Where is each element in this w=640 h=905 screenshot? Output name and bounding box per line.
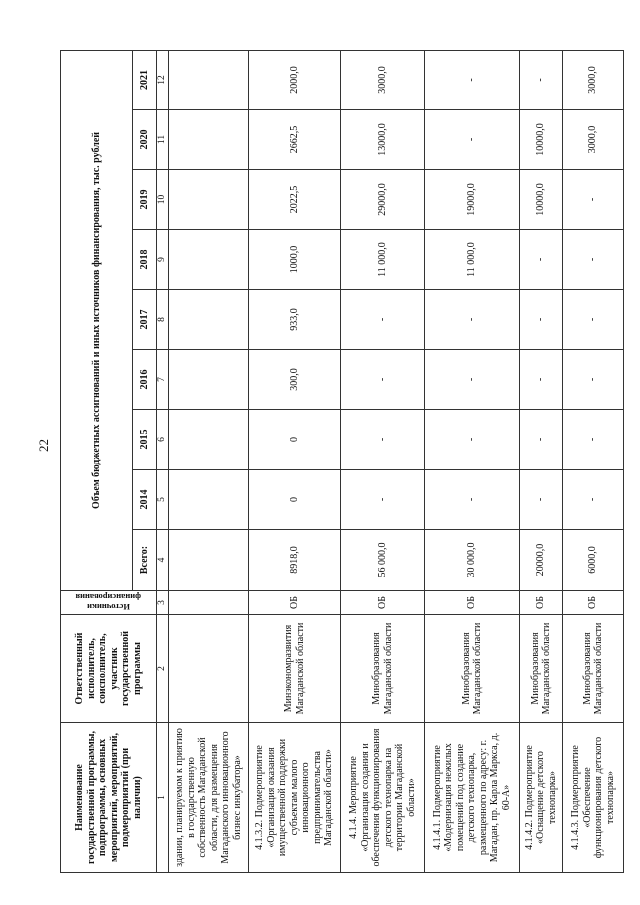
row-name: 4.1.4. Мероприятие «Организация создания и обеспечения функционирования детского технопарка на территории Магаданской области» [341, 723, 425, 873]
row-value [169, 290, 249, 350]
row-value: - [563, 290, 624, 350]
table-row [425, 50, 520, 872]
row-value: 933,0 [249, 290, 341, 350]
row-value: - [341, 470, 425, 530]
row-value: - [341, 290, 425, 350]
table-row [520, 50, 563, 872]
row-value: 11 000,0 [425, 230, 520, 290]
header-year: 2016 [133, 350, 157, 410]
row-value: - [563, 230, 624, 290]
row-total: 20000,0 [520, 530, 563, 591]
row-value: - [341, 410, 425, 470]
financing-table [60, 50, 624, 873]
row-value [169, 50, 249, 109]
row-source: ОБ [249, 591, 341, 615]
row-value: - [425, 350, 520, 410]
row-value: - [520, 470, 563, 530]
row-source: ОБ [341, 591, 425, 615]
row-total: 6000,0 [563, 530, 624, 591]
row-value: - [563, 470, 624, 530]
header-source [61, 591, 157, 615]
column-number: 12 [157, 50, 169, 109]
row-name: 4.1.4.1. Подмероприятие «Модернизация нежилых помещений под создание детского технопарка, размещенного по адресу: г. Магадан, пр. Карла Маркса, д. 60-А» [425, 723, 520, 873]
row-responsible: Минэкономразвития Магаданской области [249, 615, 341, 723]
row-value: - [425, 290, 520, 350]
table-row [563, 50, 624, 872]
header-year: 2015 [133, 410, 157, 470]
row-total [169, 530, 249, 591]
row-value [169, 410, 249, 470]
row-value [169, 350, 249, 410]
table-row [169, 50, 249, 872]
row-value [169, 230, 249, 290]
row-source [169, 591, 249, 615]
row-value: 3000,0 [563, 110, 624, 170]
row-responsible [169, 615, 249, 723]
row-value: - [425, 470, 520, 530]
row-value: - [520, 230, 563, 290]
header-year: 2019 [133, 170, 157, 230]
row-value: - [520, 50, 563, 109]
row-value: - [563, 170, 624, 230]
column-number: 3 [157, 591, 169, 615]
header-total: Всего: [133, 530, 157, 591]
row-value [169, 110, 249, 170]
column-number: 9 [157, 230, 169, 290]
row-value: 3000,0 [341, 50, 425, 109]
column-number: 11 [157, 110, 169, 170]
row-source: ОБ [520, 591, 563, 615]
row-total: 8918,0 [249, 530, 341, 591]
header-year: 2018 [133, 230, 157, 290]
column-number: 4 [157, 530, 169, 591]
header-year: 2020 [133, 110, 157, 170]
row-responsible: Минобразования Магаданской области [425, 615, 520, 723]
header-name: Наименование государственной программы, подпрограммы, основных мероприятий, мероприятий, подмероприятий (при наличии) [61, 723, 157, 873]
row-value: 2000,0 [249, 50, 341, 109]
column-number: 10 [157, 170, 169, 230]
column-number: 2 [157, 615, 169, 723]
row-value: 3000,0 [563, 50, 624, 109]
row-name: 4.1.4.3. Подмероприятие «Обеспечение функционирования детского технопарка» [563, 723, 624, 873]
row-value: 19000,0 [425, 170, 520, 230]
header-volume: Объем бюджетных ассигнований и иных источников финансирования, тыс. рублей [61, 50, 133, 590]
row-source: ОБ [425, 591, 520, 615]
table-row [249, 50, 341, 872]
header-year: 2021 [133, 50, 157, 109]
row-value: - [425, 410, 520, 470]
row-value: - [425, 50, 520, 109]
header-source-text: Источники финансирования [75, 592, 142, 612]
row-responsible: Минобразования Магаданской области [341, 615, 425, 723]
row-source: ОБ [563, 591, 624, 615]
column-number: 5 [157, 470, 169, 530]
row-value: 0 [249, 410, 341, 470]
row-value: - [520, 290, 563, 350]
row-value: 10000,0 [520, 170, 563, 230]
row-name: здании, планируемом к приятию в государственную собственность Магаданской области, для размещения Магаданского инновационного бизнес инкубатора» [169, 723, 249, 873]
row-value: 1000,0 [249, 230, 341, 290]
column-number: 7 [157, 350, 169, 410]
row-name: 4.1.3.2. Подмероприятие «Организация оказания имущественной поддержки субъектам малого инновационного предпринимательства Магаданской области» [249, 723, 341, 873]
row-value: 300,0 [249, 350, 341, 410]
row-total: 30 000,0 [425, 530, 520, 591]
row-name: 4.1.4.2. Подмероприятие «Оснащение детского технопарка» [520, 723, 563, 873]
row-value: 13000,0 [341, 110, 425, 170]
row-value: - [520, 350, 563, 410]
row-value: 29000,0 [341, 170, 425, 230]
row-total: 56 000,0 [341, 530, 425, 591]
column-number: 6 [157, 410, 169, 470]
column-number: 8 [157, 290, 169, 350]
row-value: 2022,5 [249, 170, 341, 230]
header-responsible: Ответственный исполнитель, соисполнитель, участник государственной программы [61, 615, 157, 723]
row-responsible: Минобразования Магаданской области [563, 615, 624, 723]
column-number: 1 [157, 723, 169, 873]
row-value [169, 170, 249, 230]
row-value: 0 [249, 470, 341, 530]
page-number: 22 [36, 439, 51, 452]
row-value: - [520, 410, 563, 470]
row-value: - [563, 350, 624, 410]
row-value: - [341, 350, 425, 410]
row-value: 2662,5 [249, 110, 341, 170]
row-responsible: Минобразования Магаданской области [520, 615, 563, 723]
rotated-table-wrapper [60, 51, 623, 873]
header-year: 2017 [133, 290, 157, 350]
row-value: - [563, 410, 624, 470]
row-value [169, 470, 249, 530]
row-value: - [425, 110, 520, 170]
table-row [341, 50, 425, 872]
header-year: 2014 [133, 470, 157, 530]
row-value: 10000,0 [520, 110, 563, 170]
row-value: 11 000,0 [341, 230, 425, 290]
